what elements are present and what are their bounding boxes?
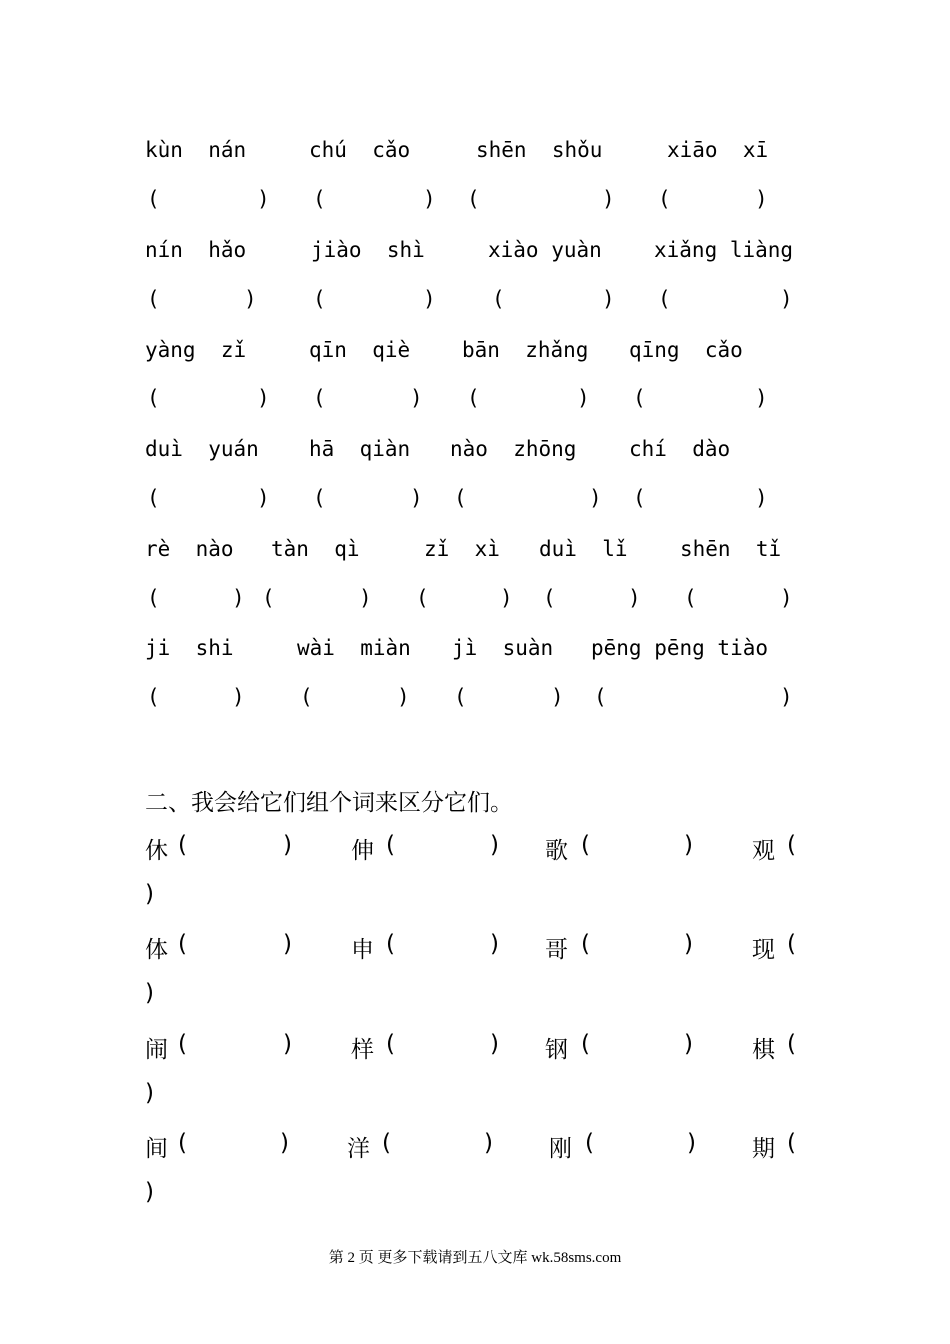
answer-blank-close: ) xyxy=(423,187,436,211)
answer-blank-close: ) xyxy=(684,931,693,957)
char-item: 休 xyxy=(145,838,168,864)
answer-blank-close: ) xyxy=(257,386,270,410)
pinyin-word: xiǎng liàng xyxy=(654,238,794,262)
answer-blank-close: ) xyxy=(410,486,423,510)
answer-blank-close: ) xyxy=(283,931,292,957)
char-item: 间 xyxy=(145,1136,168,1162)
answer-blank-close: ) xyxy=(232,685,245,709)
pinyin-word: zǐ xì xyxy=(424,537,500,561)
answer-blank-close: ) xyxy=(551,685,564,709)
answer-blank-open: ( xyxy=(386,931,395,957)
answer-blank-open: ( xyxy=(416,586,429,610)
answer-blank-close: ) xyxy=(755,187,768,211)
answer-blank-open: ( xyxy=(633,486,646,510)
answer-blank-open: ( xyxy=(787,931,796,957)
answer-blank-open: ( xyxy=(454,486,467,510)
answer-blank-close: ) xyxy=(145,1080,154,1106)
answer-blank-close: ) xyxy=(283,832,292,858)
page-footer: 第 2 页 更多下载请到五八文库 wk.58sms.com xyxy=(328,1250,622,1266)
answer-blank-close: ) xyxy=(397,685,410,709)
answer-blank-close: ) xyxy=(755,386,768,410)
answer-blank-close: ) xyxy=(484,1130,493,1156)
char-item: 样 xyxy=(351,1037,374,1063)
char-item: 洋 xyxy=(347,1136,370,1162)
answer-blank-close: ) xyxy=(410,386,423,410)
pinyin-word: shēn shǒu xyxy=(476,138,603,162)
answer-blank-open: ( xyxy=(147,287,160,311)
answer-blank-close: ) xyxy=(423,287,436,311)
pinyin-word: hā qiàn xyxy=(309,437,411,461)
pinyin-word: chí dào xyxy=(629,437,731,461)
pinyin-word: xiào yuàn xyxy=(488,238,602,262)
answer-blank-open: ( xyxy=(492,287,505,311)
pinyin-word: shēn tǐ xyxy=(680,537,782,561)
answer-blank-open: ( xyxy=(454,685,467,709)
answer-blank-close: ) xyxy=(490,1031,499,1057)
answer-blank-close: ) xyxy=(500,586,513,610)
pinyin-word: nín hǎo xyxy=(145,238,247,262)
answer-blank-close: ) xyxy=(257,486,270,510)
answer-blank-close: ) xyxy=(780,586,793,610)
answer-blank-close: ) xyxy=(232,586,245,610)
answer-blank-close: ) xyxy=(780,685,793,709)
char-item: 申 xyxy=(351,937,374,963)
pinyin-word: pēng pēng tiào xyxy=(591,636,769,660)
pinyin-word: ji shi xyxy=(145,636,234,660)
answer-blank-open: ( xyxy=(382,1130,391,1156)
answer-blank-open: ( xyxy=(658,187,671,211)
answer-blank-open: ( xyxy=(313,486,326,510)
answer-blank-open: ( xyxy=(147,586,160,610)
answer-blank-open: ( xyxy=(633,386,646,410)
answer-blank-close: ) xyxy=(602,187,615,211)
answer-blank-close: ) xyxy=(490,931,499,957)
pinyin-word: qīn qiè xyxy=(309,338,411,362)
answer-blank-open: ( xyxy=(313,187,326,211)
answer-blank-open: ( xyxy=(543,586,556,610)
answer-blank-open: ( xyxy=(787,1031,796,1057)
answer-blank-open: ( xyxy=(147,386,160,410)
answer-blank-open: ( xyxy=(178,1031,187,1057)
answer-blank-close: ) xyxy=(280,1130,289,1156)
answer-blank-open: ( xyxy=(386,832,395,858)
answer-blank-open: ( xyxy=(147,187,160,211)
pinyin-word: wài miàn xyxy=(297,636,411,660)
pinyin-word: nào zhōng xyxy=(450,437,577,461)
answer-blank-open: ( xyxy=(386,1031,395,1057)
answer-blank-close: ) xyxy=(145,881,154,907)
pinyin-word: jì suàn xyxy=(452,636,554,660)
char-item: 歌 xyxy=(545,838,568,864)
answer-blank-close: ) xyxy=(244,287,257,311)
pinyin-word: tàn qì xyxy=(271,537,360,561)
answer-blank-open: ( xyxy=(313,386,326,410)
char-item: 刚 xyxy=(549,1136,572,1162)
answer-blank-open: ( xyxy=(658,287,671,311)
answer-blank-open: ( xyxy=(467,386,480,410)
answer-blank-open: ( xyxy=(147,486,160,510)
pinyin-word: qīng cǎo xyxy=(629,338,743,362)
answer-blank-open: ( xyxy=(594,685,607,709)
answer-blank-close: ) xyxy=(589,486,602,510)
answer-blank-close: ) xyxy=(628,586,641,610)
answer-blank-close: ) xyxy=(780,287,793,311)
answer-blank-open: ( xyxy=(178,1130,187,1156)
answer-blank-open: ( xyxy=(787,832,796,858)
answer-blank-close: ) xyxy=(283,1031,292,1057)
answer-blank-close: ) xyxy=(145,980,154,1006)
answer-blank-open: ( xyxy=(178,931,187,957)
pinyin-word: jiào shì xyxy=(311,238,425,262)
pinyin-word: xiāo xī xyxy=(667,138,769,162)
answer-blank-close: ) xyxy=(577,386,590,410)
answer-blank-open: ( xyxy=(581,931,590,957)
char-item: 钢 xyxy=(545,1037,568,1063)
answer-blank-open: ( xyxy=(581,832,590,858)
pinyin-word: kùn nán xyxy=(145,138,247,162)
answer-blank-open: ( xyxy=(467,187,480,211)
answer-blank-open: ( xyxy=(178,832,187,858)
char-item: 观 xyxy=(752,838,775,864)
char-item: 伸 xyxy=(351,838,374,864)
pinyin-word: chú cǎo xyxy=(309,138,411,162)
answer-blank-open: ( xyxy=(262,586,275,610)
char-item: 体 xyxy=(145,937,168,963)
answer-blank-close: ) xyxy=(490,832,499,858)
char-item: 现 xyxy=(752,937,775,963)
char-item: 棋 xyxy=(752,1037,775,1063)
answer-blank-close: ) xyxy=(359,586,372,610)
answer-blank-close: ) xyxy=(257,187,270,211)
answer-blank-close: ) xyxy=(145,1179,154,1205)
answer-blank-close: ) xyxy=(684,832,693,858)
answer-blank-close: ) xyxy=(687,1130,696,1156)
answer-blank-open: ( xyxy=(581,1031,590,1057)
answer-blank-open: ( xyxy=(585,1130,594,1156)
answer-blank-open: ( xyxy=(300,685,313,709)
pinyin-word: duì yuán xyxy=(145,437,259,461)
answer-blank-open: ( xyxy=(147,685,160,709)
char-item: 哥 xyxy=(545,937,568,963)
pinyin-word: duì lǐ xyxy=(539,537,628,561)
answer-blank-close: ) xyxy=(602,287,615,311)
pinyin-word: bān zhǎng xyxy=(462,338,589,362)
pinyin-word: rè nào xyxy=(145,537,234,561)
pinyin-word: yàng zǐ xyxy=(145,338,247,362)
answer-blank-open: ( xyxy=(684,586,697,610)
answer-blank-close: ) xyxy=(684,1031,693,1057)
answer-blank-open: ( xyxy=(313,287,326,311)
section-title: 二、我会给它们组个词来区分它们。 xyxy=(145,790,513,816)
char-item: 闹 xyxy=(145,1037,168,1063)
char-item: 期 xyxy=(752,1136,775,1162)
answer-blank-close: ) xyxy=(755,486,768,510)
answer-blank-open: ( xyxy=(787,1130,796,1156)
